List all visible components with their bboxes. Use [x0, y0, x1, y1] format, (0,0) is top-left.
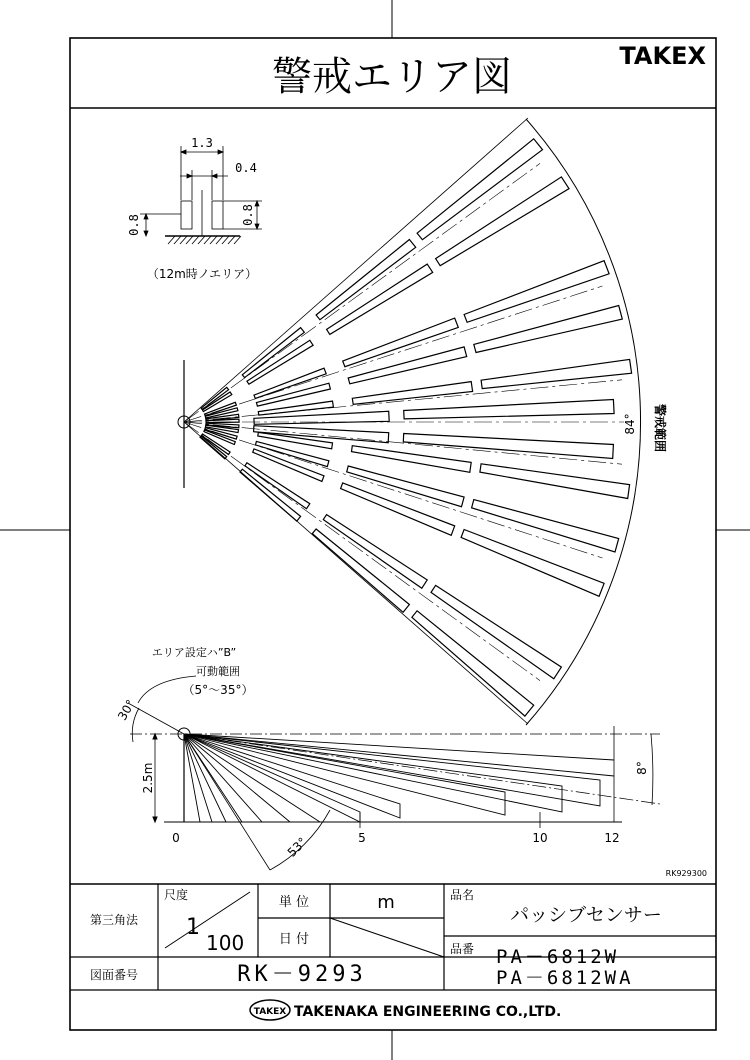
detection-zone-segment: [412, 611, 534, 716]
detection-zone-segment: [253, 449, 324, 482]
date-label: 日 付: [278, 932, 310, 947]
detection-zone-segment: [461, 530, 604, 597]
ground-hatch: [192, 236, 199, 244]
dim-gap-label: 0.4: [235, 161, 257, 175]
range-label: 警戒範囲: [653, 403, 667, 453]
detection-zone-segment: [404, 400, 614, 419]
drawing-no-label: 図面番号: [89, 968, 139, 982]
detection-zone-segment: [240, 469, 301, 521]
height-label: 2.5m: [141, 762, 155, 794]
detection-zone-segment: [245, 463, 310, 509]
ground-hatch: [204, 236, 211, 244]
drawing-number: RK－9293: [237, 962, 367, 987]
ground-hatch: [228, 236, 235, 244]
unit-label: 単 位: [278, 895, 310, 910]
zone-centerline: [184, 422, 540, 681]
detail-caption: （12m時ノエリア）: [146, 267, 258, 281]
product-name: パッシブセンサー: [510, 904, 662, 926]
ground-hatch: [222, 236, 229, 244]
angle-53-label: 53°: [284, 834, 310, 860]
drawing-frame: [70, 38, 716, 1030]
detection-zone-segment: [480, 464, 630, 499]
side-beam: [184, 734, 262, 822]
ground-hatch: [210, 236, 217, 244]
name-label: 品名: [450, 888, 475, 902]
scale-denominator: 100: [206, 931, 245, 955]
detection-zone-segment: [431, 585, 561, 678]
side-beam: [184, 734, 600, 806]
ground-hatch: [198, 236, 205, 244]
x-tick-0: 0: [172, 831, 180, 845]
setting-label: エリア設定ハ”B”: [151, 646, 237, 659]
detection-zone-segment: [464, 261, 609, 323]
zone-centerline: [184, 163, 540, 422]
detection-zone-segment: [341, 483, 455, 535]
projection-label: 第三角法: [89, 913, 139, 927]
ground-hatch: [168, 236, 175, 244]
detection-zone-segment: [352, 446, 472, 473]
drawing-code-small: RK929300: [665, 869, 707, 878]
scale-numerator: 1: [186, 915, 200, 940]
adjust-label: 可動範囲: [196, 665, 240, 678]
detection-zone-segment: [247, 340, 313, 384]
detection-zone-segment: [403, 434, 613, 459]
unit-value: m: [377, 892, 395, 913]
x-tick-12: 12: [604, 831, 620, 845]
side-view: [128, 676, 660, 870]
dim-height-right-label: 0.8: [241, 204, 255, 226]
company-logo: TAKEX: [253, 1007, 287, 1017]
x-tick-5: 5: [358, 831, 366, 845]
detection-zone-segment: [312, 529, 409, 612]
detection-zone-segment: [417, 139, 542, 240]
detection-zone-segment: [472, 500, 619, 552]
adjust-range-label: （5°～35°）: [182, 683, 254, 697]
x-tick-10: 10: [532, 831, 548, 845]
ground-hatch: [180, 236, 187, 244]
angle-8-label: 8°: [635, 761, 649, 775]
detection-zone-segment: [352, 382, 472, 405]
detection-zone-segment: [436, 177, 569, 266]
dim-width-label: 1.3: [191, 136, 213, 150]
company-logo-badge: [250, 1000, 290, 1020]
angle-84-label: 84°: [623, 413, 637, 435]
ground-hatch: [174, 236, 181, 244]
detection-zone-segment: [481, 359, 631, 388]
ground-hatch: [216, 236, 223, 244]
page-title: 警戒エリア図: [272, 54, 512, 100]
company-name: TAKENAKA ENGINEERING CO.,LTD.: [294, 1004, 562, 1020]
detection-zone-segment: [343, 318, 459, 367]
side-beam: [184, 734, 400, 818]
model-number-2: PA－6812WA: [496, 967, 634, 989]
brand-logo: TAKEX: [619, 42, 706, 70]
detection-zone-segment: [316, 240, 416, 320]
number-label: 品番: [450, 942, 475, 956]
dim-height-left-label: 0.8: [127, 214, 141, 236]
ground-hatch: [186, 236, 193, 244]
scale-label: 尺度: [164, 888, 189, 902]
ground-hatch: [234, 236, 241, 244]
model-number-1: PA－6812W: [496, 946, 620, 968]
angle-30-label: 30°: [115, 697, 138, 723]
detection-zone-segment: [347, 466, 464, 507]
